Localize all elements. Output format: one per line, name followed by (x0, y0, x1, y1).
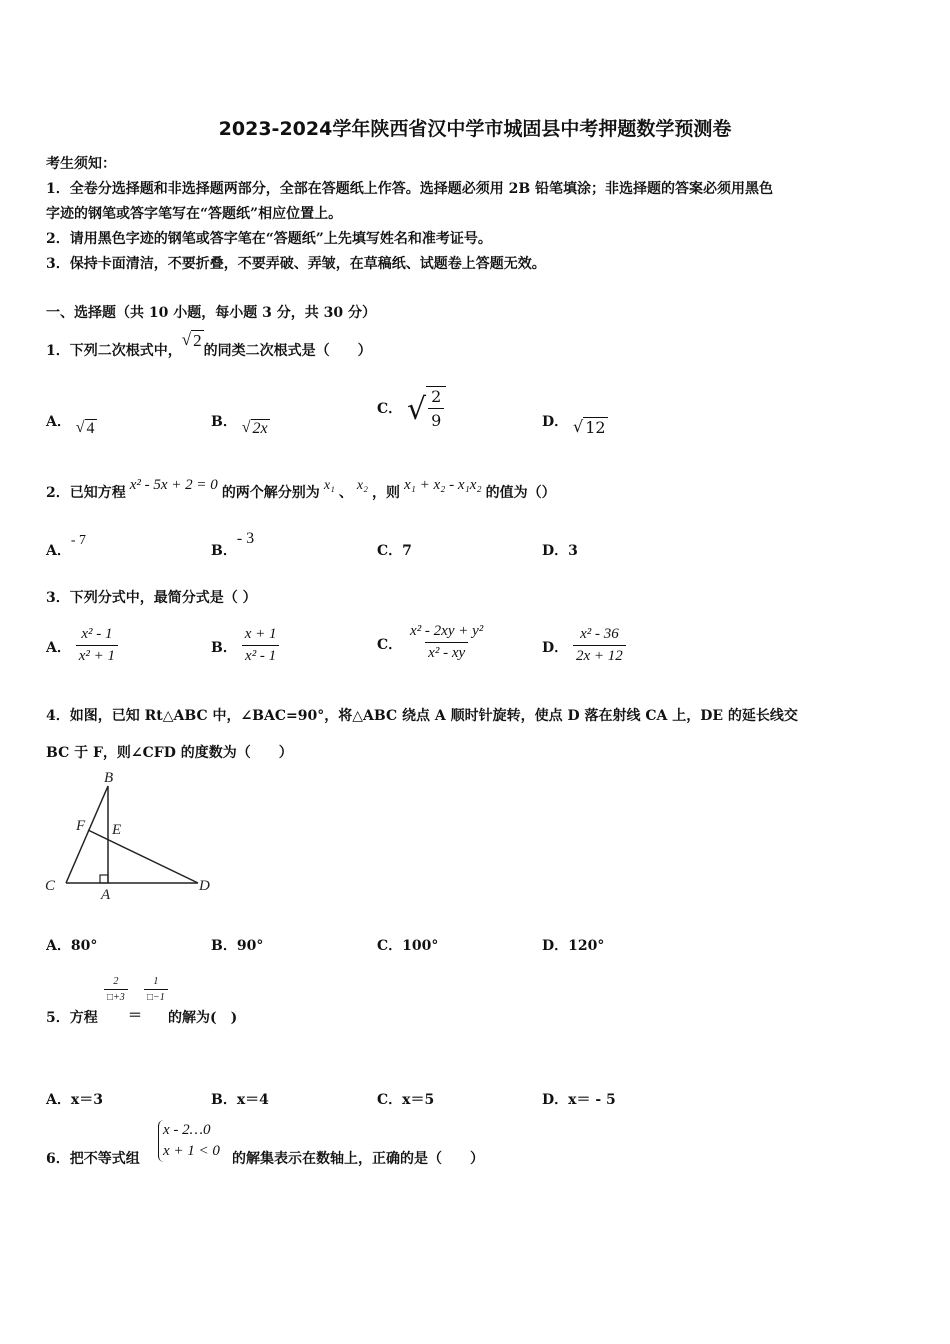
label-a: A (101, 887, 111, 903)
q2-option-c: C．7 (377, 543, 412, 559)
q5-suffix: 的解为( ) (168, 1010, 238, 1026)
q1-suffix: 的同类二次根式是（ ） (203, 343, 372, 359)
q5-fraction-left: $\frac{2}{□+3}$ (104, 976, 128, 1003)
q5-option-a: A．x＝3 (46, 1092, 103, 1108)
q1-sqrt: √ 2 (181, 330, 202, 350)
q1-prefix: 1．下列二次根式中， (46, 343, 182, 359)
q6-inequality-2: x + 1 < 0 (163, 1143, 220, 1159)
q1-option-d: D． √ 12 (542, 414, 606, 437)
q6-inequality-system (158, 1120, 220, 1162)
q2-expression: x₁ + x₂ - x₁x₂ (404, 477, 482, 493)
q5-option-d: D．x＝ - 5 (542, 1092, 616, 1108)
q1-option-a: A． √ 4 (46, 414, 95, 437)
q5-option-b: B．x＝4 (211, 1092, 269, 1108)
q1-option-c: C． √ $\frac{2}{9}$ (377, 386, 446, 434)
page-title: 2023-2024学年陕西省汉中学市城固县中考押题数学预测卷 (218, 118, 732, 140)
notice-line-1b: 字迹的钢笔或答字笔写在“答题纸”相应位置上。 (46, 206, 343, 222)
q4-triangle-figure (40, 768, 220, 903)
label-b: B (104, 770, 114, 786)
notice-line-3: 3．保持卡面清洁，不要折叠，不要弄破、弄皱，在草稿纸、试题卷上答题无效。 (46, 256, 546, 272)
line-cb (66, 786, 108, 883)
q4-option-b: B．90° (211, 938, 264, 954)
q6-inequality-1: x - 2…0 (163, 1122, 211, 1138)
right-angle-mark (100, 875, 108, 883)
q5-equals: ＝ (128, 1008, 142, 1024)
q4-option-c: C．100° (377, 938, 439, 954)
label-c: C (45, 878, 56, 894)
q4-stem-line-2: BC 于 F，则∠CFD 的度数为（ ） (46, 745, 293, 761)
q3-stem: 3．下列分式中，最简分式是（ ） (46, 590, 257, 606)
q2-x2: x₂ (356, 478, 368, 493)
q2-stem: 2．已知方程 x² - 5x + 2 = 0 的两个解分别为 x₁ 、 x₂ ，则 x₁ + x₂ - x₁x₂ 的值为（） (46, 477, 556, 501)
q1-option-b: B． √ 2x (211, 414, 268, 437)
q5-prefix: 5．方程 (46, 1010, 98, 1026)
q3-option-a: A． $\frac{\text{x² - 1}}{\text{x² + 1}}$ (46, 626, 118, 665)
q2-option-d: D．3 (542, 543, 578, 559)
notice-heading: 考生须知： (46, 156, 116, 172)
q5-fraction-right: $\frac{1}{□-1}$ (144, 976, 168, 1003)
q4-option-a: A．80° (46, 938, 98, 954)
q2-equation: x² - 5x + 2 = 0 (129, 477, 218, 493)
q3-option-b: B． $\frac{x + 1}{\text{x² - 1}}$ (211, 626, 280, 665)
section-heading: 一、选择题（共 10 小题，每小题 3 分，共 30 分） (46, 305, 376, 321)
q1-stem (46, 330, 372, 361)
q2-option-b: B．- 3 (211, 530, 255, 559)
q6-suffix: 的解集表示在数轴上，正确的是（ ） (232, 1151, 484, 1167)
label-e: E (112, 822, 122, 838)
notice-line-2: 2．请用黑色字迹的钢笔或答字笔在“答题纸”上先填写姓名和准考证号。 (46, 231, 492, 247)
q3-option-c: C． $\frac{\text{x² - 2xy + y²}}{\text{x² - xy}}$ (377, 623, 484, 661)
q4-stem-line-1: 4．如图，已知 Rt△ABC 中，∠BAC=90°，将△ABC 绕点 A 顺时针旋转，使点 D 落在射线 CA 上，DE 的延长线交 (46, 708, 798, 724)
q5-option-c: C．x＝5 (377, 1092, 435, 1108)
q2-x1: x₁ (323, 478, 335, 493)
q6-prefix: 6．把不等式组 (46, 1151, 140, 1167)
q3-option-d: D． $\frac{\text{x² - 36}}{2x + 12}$ (542, 626, 626, 665)
q2-option-a: A．- 7 (46, 533, 87, 559)
notice-line-1a: 1．全卷分选择题和非选择题两部分，全部在答题纸上作答。选择题必须用 2B 铅笔填涂；非选择题的答案必须用黑色 (46, 181, 774, 197)
label-f: F (76, 818, 86, 834)
q4-option-d: D．120° (542, 938, 605, 954)
label-d: D (199, 878, 210, 894)
